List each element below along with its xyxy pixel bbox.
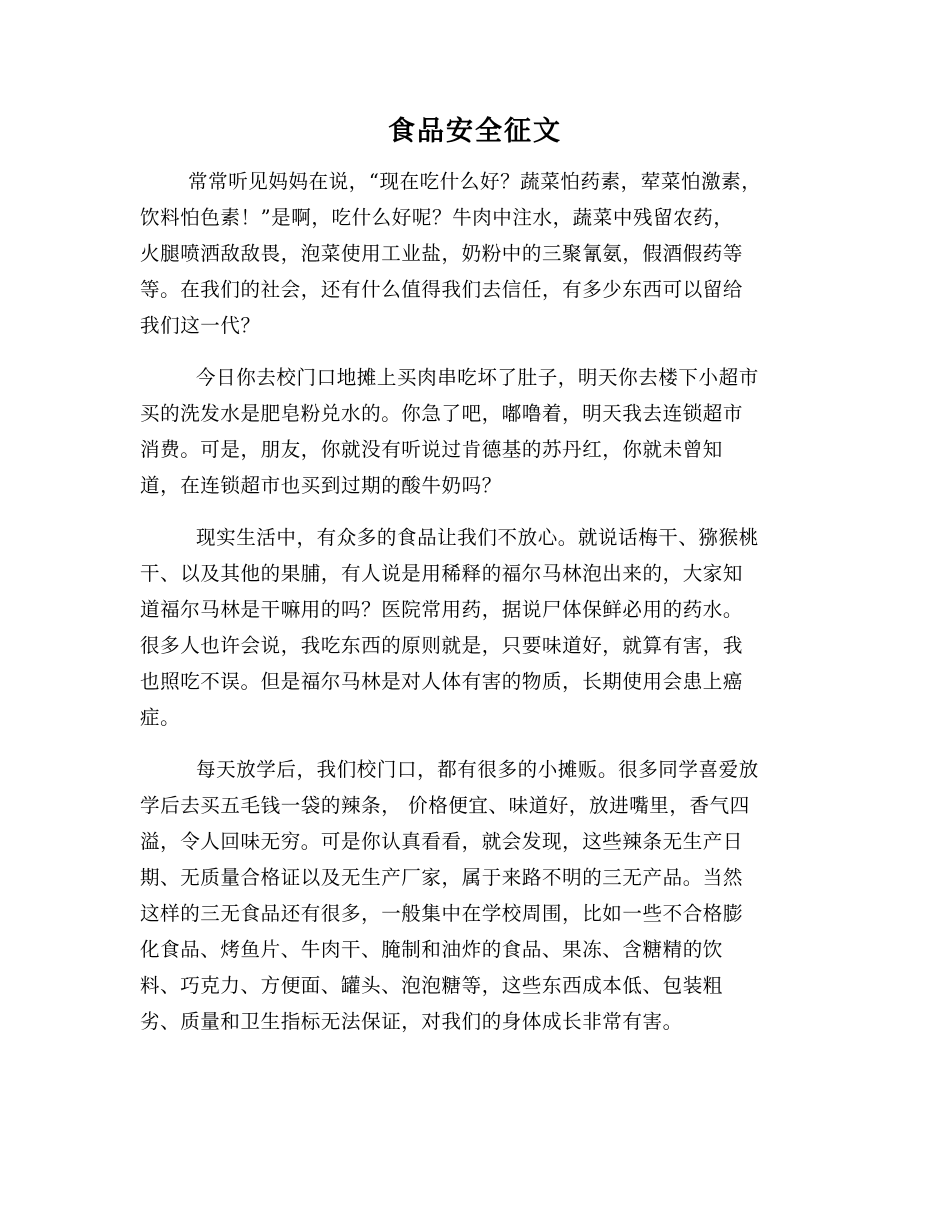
paragraph-line: 我们这一代？ [140, 314, 261, 337]
paragraph-line: 期、无质量合格证以及无生产厂家，属于来路不明的三无产品。当然 [140, 866, 744, 889]
paragraph-line: 道，在连锁超市也买到过期的酸牛奶吗？ [140, 474, 502, 497]
paragraph-line: 买的洗发水是肥皂粉兑水的。你急了吧，嘟噜着，明天我去连锁超市 [140, 402, 744, 425]
paragraph-line: 也照吃不误。但是福尔马林是对人体有害的物质，长期使用会患上癌 [140, 670, 744, 693]
paragraph-4 [140, 752, 800, 1040]
paragraph-1 [140, 164, 800, 344]
paragraph-line: 等。在我们的社会，还有什么值得我们去信任，有多少东西可以留给 [140, 278, 744, 301]
paragraph-line: 干、以及其他的果脯，有人说是用稀释的福尔马林泡出来的，大家知 [140, 562, 744, 585]
paragraph-line: 饮料怕色素！”是啊，吃什么好呢？牛肉中注水，蔬菜中残留农药， [140, 206, 734, 229]
paragraph-line: 每天放学后，我们校门口，都有很多的小摊贩。很多同学喜爱放 [196, 758, 759, 781]
paragraph-line: 料、巧克力、方便面、罐头、泡泡糖等，这些东西成本低、包装粗 [140, 974, 723, 997]
paragraph-line: 消费。可是，朋友，你就没有听说过肯德基的苏丹红，你就未曾知 [140, 438, 723, 461]
paragraph-line: 症。 [140, 706, 181, 729]
paragraph-2 [140, 360, 800, 504]
paragraph-line: 学后去买五毛钱一袋的辣条， 价格便宜、味道好，放进嘴里，香气四 [140, 794, 750, 817]
paragraph-3 [140, 520, 800, 736]
paragraph-line: 劣、质量和卫生指标无法保证，对我们的身体成长非常有害。 [140, 1010, 683, 1033]
paragraph-line: 火腿喷洒敌敌畏，泡菜使用工业盐，奶粉中的三聚氰氨，假酒假药等 [140, 242, 744, 265]
document-title: 食品安全征文 [388, 116, 562, 147]
paragraph-line: 很多人也许会说，我吃东西的原则就是，只要味道好，就算有害，我 [140, 634, 744, 657]
document-body [140, 164, 800, 1056]
paragraph-line: 常常听见妈妈在说，“现在吃什么好？蔬菜怕药素，荤菜怕激素， [188, 170, 762, 193]
paragraph-line: 今日你去校门口地摊上买肉串吃坏了肚子，明天你去楼下小超市 [196, 366, 759, 389]
paragraph-line: 溢，令人回味无穷。可是你认真看看，就会发现，这些辣条无生产日 [140, 830, 744, 853]
paragraph-line: 道福尔马林是干嘛用的吗？医院常用药，据说尸体保鲜必用的药水。 [140, 598, 744, 621]
paragraph-line: 现实生活中，有众多的食品让我们不放心。就说话梅干、猕猴桃 [196, 526, 759, 549]
paragraph-line: 这样的三无食品还有很多，一般集中在学校周围，比如一些不合格膨 [140, 902, 744, 925]
paragraph-line: 化食品、烤鱼片、牛肉干、腌制和油炸的食品、果冻、含糖精的饮 [140, 938, 723, 961]
